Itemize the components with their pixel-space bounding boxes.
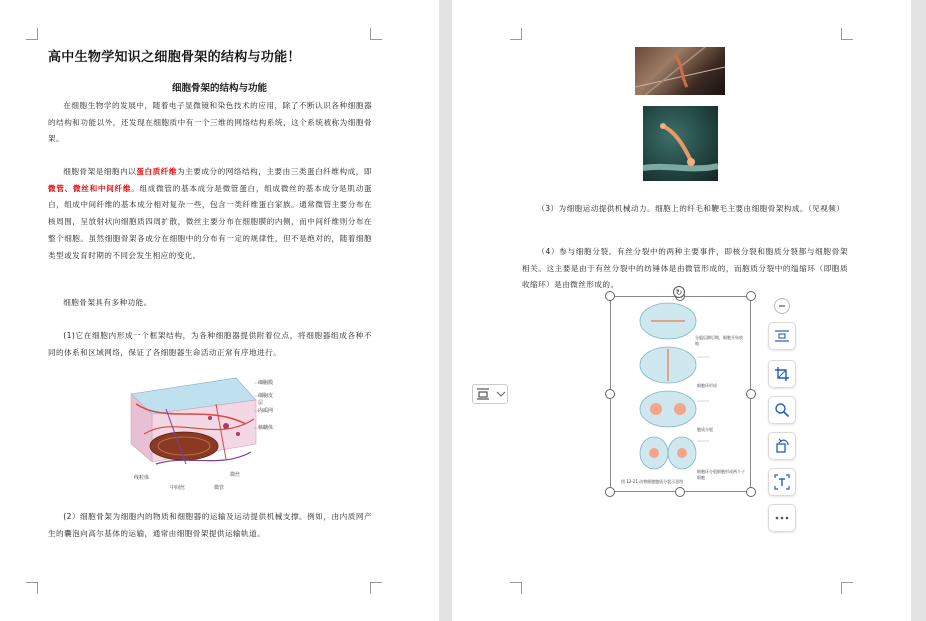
resize-handle-top-left[interactable]: [605, 291, 615, 301]
section-subtitle[interactable]: 细胞骨架的结构与功能: [171, 83, 267, 94]
text-run: 细胞骨架是细胞内以: [63, 167, 137, 176]
figure-label: 线粒体: [134, 475, 150, 481]
mitosis-diagram: [611, 297, 750, 491]
figure-label: 胞质分裂: [697, 427, 713, 432]
crop-mark: [26, 582, 38, 594]
video-thumbnail-illustration: [635, 47, 725, 95]
document-page-left: [0, 0, 439, 621]
crop-mark: [510, 28, 522, 40]
highlight-protein-fiber: 蛋白质纤维: [136, 167, 177, 176]
paragraph-functions[interactable]: 细胞骨架具有多种功能。: [63, 298, 152, 307]
resize-handle-right[interactable]: [746, 389, 756, 399]
paragraph-function-1[interactable]: (1)它在细胞内形成一个框架结构，为各种细胞器提供附着位点，将细胞器组成各种不同的体系和区域网络，保证了各细胞器生命活动正常有序地进行。: [48, 331, 372, 357]
resize-handle-left[interactable]: [605, 389, 615, 399]
search-image-button[interactable]: [768, 396, 796, 424]
rotate-button[interactable]: [768, 432, 796, 460]
resize-handle-bottom-left[interactable]: [605, 487, 615, 497]
cilia-illustration: [643, 106, 718, 181]
selected-image-frame[interactable]: [610, 296, 751, 492]
layout-options-button[interactable]: [472, 384, 508, 404]
extract-text-icon: [774, 474, 790, 490]
extract-text-button[interactable]: [768, 468, 796, 496]
wrap-text-button[interactable]: [768, 322, 796, 350]
resize-handle-bottom[interactable]: [675, 487, 685, 497]
resize-handle-top-right[interactable]: [746, 291, 756, 301]
rotate-icon: [774, 438, 790, 454]
video-thumbnail-photo[interactable]: [635, 47, 725, 95]
figure-label: 核糖体: [258, 425, 274, 431]
figure-label: 细胞环形成: [697, 383, 717, 388]
crop-mark: [370, 28, 382, 40]
crop-mark: [841, 28, 853, 40]
search-icon: [774, 402, 790, 418]
more-options-button[interactable]: [768, 504, 796, 532]
crop-mark: [370, 582, 382, 594]
crop-mark: [510, 582, 522, 594]
cytoskeleton-figure[interactable]: [126, 374, 276, 492]
figure-label: 细胞环分裂细胞形成两个子细胞: [697, 469, 745, 480]
chevron-down-icon: [495, 389, 507, 399]
figure-label: 细胞皮层: [258, 393, 274, 406]
paragraph-function-3[interactable]: （3）为细胞运动提供机械动力。细胞上的纤毛和鞭毛主要由细胞骨架构成。（见视频）: [537, 204, 845, 213]
rotate-handle-icon[interactable]: ↻: [673, 286, 685, 298]
figure-label: 中间丝: [170, 485, 186, 491]
paragraph-function-2[interactable]: (2）细胞骨架为细胞内的物质和细胞器的运输及运动提供机械支撑。例如，由内质网产生的囊泡向高尔基体的运输，通常由细胞骨架提供运输轨道。: [48, 512, 372, 538]
zoom-out-button[interactable]: [774, 298, 790, 314]
highlight-fiber-types: 微管、微丝和中间纤维: [48, 183, 132, 193]
crop-icon: [774, 366, 790, 382]
paragraph-intro[interactable]: 在细胞生物学的发展中，随着电子显微镜和染色技术的应用，除了不断认识各种细胞器的结构和功能以外，还发现在细胞质中有一个三维的网络结构系统，这个系统被称为细胞骨架。: [48, 101, 372, 144]
paragraph-definition[interactable]: [48, 164, 372, 264]
figure-caption: 图 12-21 动物细胞胞质分裂示意图: [621, 479, 684, 484]
text-run: 为主要成分的网络结构，主要由三类蛋白纤维构成，即: [176, 167, 372, 176]
crop-mark: [26, 28, 38, 40]
crop-mark: [841, 582, 853, 594]
document-title[interactable]: 高中生物学知识之细胞骨架的结构与功能！: [48, 50, 301, 65]
resize-handle-bottom-right[interactable]: [746, 487, 756, 497]
cilia-photo[interactable]: [643, 106, 718, 181]
layout-icon: [476, 387, 490, 401]
figure-label: 分裂后期后期，细胞开始收缩: [695, 335, 743, 346]
more-icon: [774, 515, 790, 521]
minus-icon: [777, 301, 787, 311]
vertical-scrollbar[interactable]: [913, 0, 926, 621]
figure-label: 细胞膜: [258, 380, 274, 386]
figure-label: 微管: [214, 485, 225, 491]
crop-button[interactable]: [768, 360, 796, 388]
figure-label: 微丝: [230, 472, 241, 478]
figure-label: 内质网: [258, 408, 274, 414]
paragraph-function-4[interactable]: （4）参与细胞分裂。有丝分裂中的两种主要事件，即核分裂和胞质分裂都与细胞骨架相关。这主要是由于有丝分裂中的纺锤体是由微管形成的，而胞质分裂中的缢缩环（即胞质收缩环）是由微丝形成的。: [522, 247, 848, 290]
text-run: 。组成微管的基本成分是微管蛋白，组成微丝的基本成分是肌动蛋白，组成中间纤维的基本成分相对复杂一些，包含一类纤维蛋白家族。通常微管主要分布在核周围，呈放射状向细胞质四周扩散，微丝主要分布在细胞膜的内侧，而中间纤维则分布在整个细胞。虽然细胞骨架各成分在细胞中的分布有一定的规律性，但不是绝对的，随着细胞类型或发育时期的不同会发生相应的变化。: [48, 183, 373, 260]
wrap-text-icon: [774, 329, 790, 343]
